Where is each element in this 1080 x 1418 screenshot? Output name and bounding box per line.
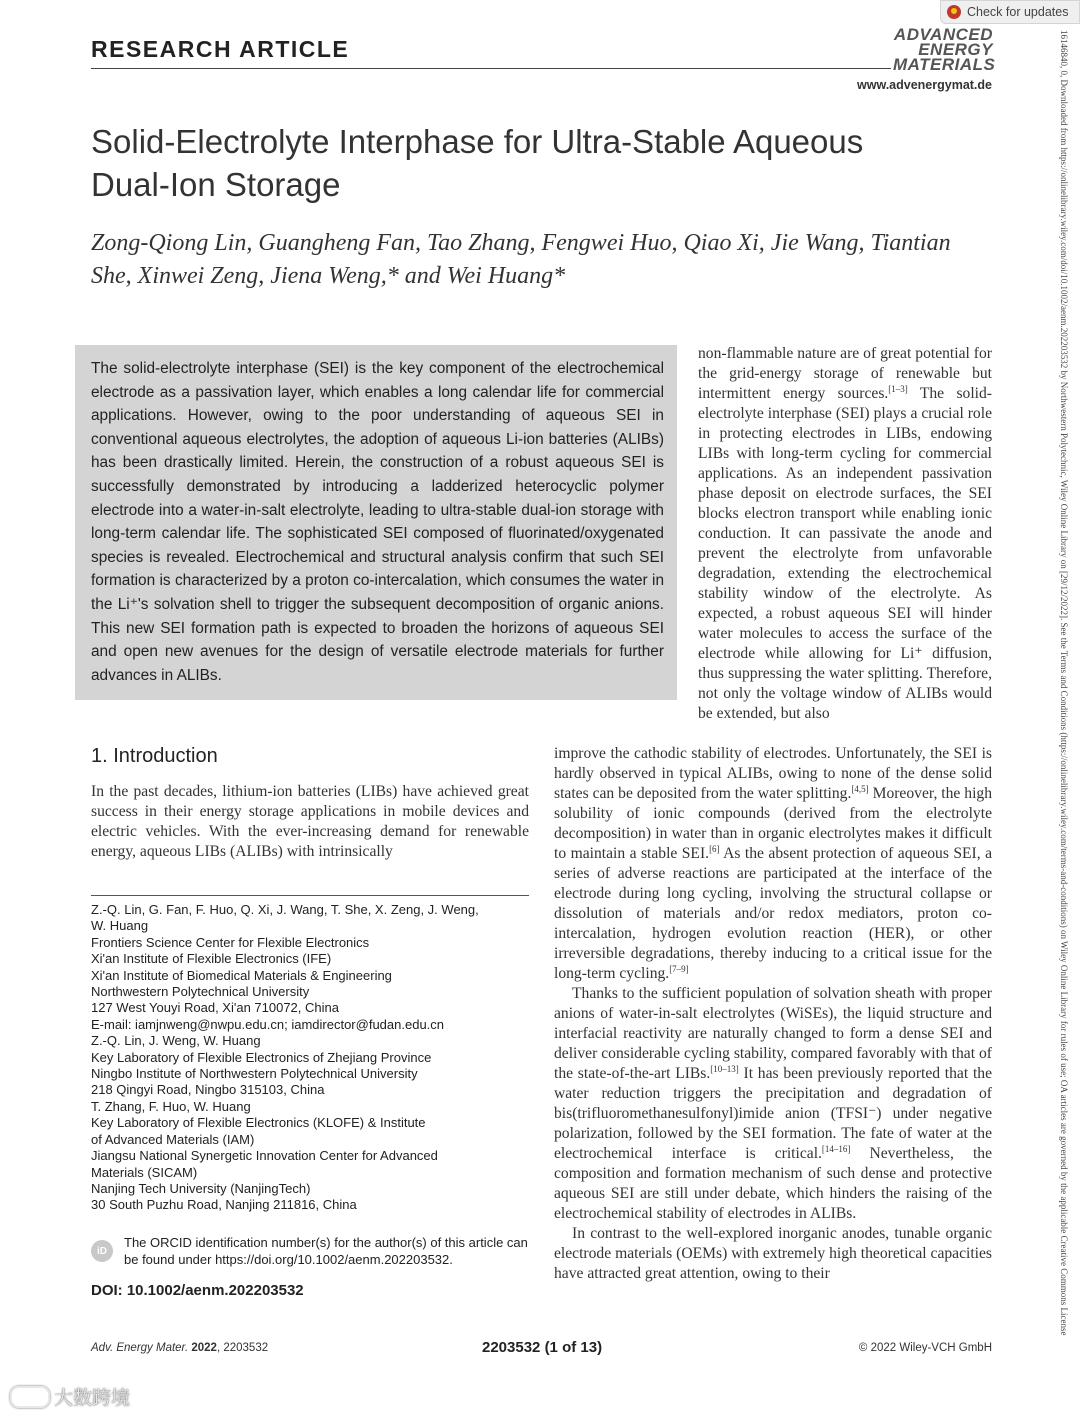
footer-journal: Adv. Energy Mater. — [91, 1342, 189, 1354]
affiliation-line: Jiangsu National Synergetic Innovation Center for Advanced — [91, 1148, 438, 1164]
author-list: Zong-Qiong Lin, Guangheng Fan, Tao Zhang, Fengwei Huo, Qiao Xi, Jie Wang, Tiantian She, Xinwei Zeng, Jiena Weng,* and Wei Huang* — [91, 230, 951, 289]
affiliation-line: Nanjing Tech University (NanjingTech) — [91, 1180, 311, 1196]
header-divider — [91, 68, 891, 69]
body-text: As the absent protection of aqueous SEI, a series of adverse reactions are participated at the interface of the electrode during long cycling, involving the structural collapse or dissolution of materials and/or redox mediators, proton co-intercalation, hydrogen evolution reaction (HER), or other irreversible degradations, thereby inducing to a critical issue for the long-term cycling. — [554, 845, 993, 982]
body-text: Thanks to the sufficient population of solvation sheath with proper anions of water-in-salt electrolytes (WiSEs), the liquid structure and interfacial reactivity are naturally changed to form a dense SEI and deliver considerable cycling stability, compared favorably with that of the state-of-the-art LIBs. — [554, 985, 992, 1082]
paragraph — [554, 984, 992, 1224]
affiliation-divider — [91, 895, 529, 896]
citation[interactable]: [4,5] — [851, 784, 869, 794]
body-column-right-bottom — [554, 744, 992, 1284]
affiliation-line: Materials (SICAM) — [91, 1164, 198, 1180]
affiliation-line: Key Laboratory of Flexible Electronics of Zhejiang Province — [91, 1049, 432, 1065]
footer-year: 2022 — [191, 1342, 217, 1354]
paragraph — [554, 1224, 992, 1284]
citation[interactable]: [6] — [709, 844, 720, 854]
citation[interactable]: [10–13] — [710, 1064, 739, 1074]
footer-citation — [91, 1342, 268, 1354]
affiliations — [91, 902, 529, 1214]
download-note: 16146840, 0, Downloaded from https://onlinelibrary.wiley.com/doi/10.1002/aenm.202203532 by Northwestern Polytechnic, Wiley Online Library on [29/12/2022]. See the Terms and Conditions (https://onlinelibrary.wiley.com/terms-and-conditions) on Wiley Online Library for rules of use; OA articles are governed by the applicable Creative Commons License — [1059, 30, 1069, 1336]
abstract-box — [75, 345, 677, 700]
citation[interactable]: [1–3] — [888, 384, 908, 394]
intro-paragraph: In the past decades, lithium-ion batteries (LIBs) have achieved great success in their energy storage applications in mobile devices and electric vehicles. With the ever-increasing demand for renewable energy, aqueous LIBs (ALIBs) with intrinsically — [91, 783, 529, 860]
body-text: Nevertheless, the composition and formation mechanism of such dense and protective aqueous SEI are still under debate, which hinders the raising of the electrochemical stability of electrodes in ALIBs. — [554, 1145, 992, 1222]
orcid-note[interactable]: The ORCID identification number(s) for the author(s) of this article can be found under https://doi.org/10.1002/aenm.202203532. — [124, 1235, 528, 1267]
page-number: 2203532 (1 of 13) — [482, 1339, 603, 1356]
check-for-updates-label: Check for updates — [967, 5, 1069, 19]
crossmark-icon — [947, 5, 961, 19]
body-text: It has been previously reported that the water reduction triggers the precipitation and degradation of bis(trifluoromethanesulfonyl)imide anion (TFSI⁻) under negative polarization, followed by the SEI formation. The fate of water at the electrochemical interface is critical. — [554, 1065, 992, 1162]
journal-logo-line: ENERGY — [918, 40, 993, 59]
abstract-text: The solid-electrolyte interphase (SEI) is the key component of the electrochemical electrode as a passivation layer, which enables a long calendar life for commercial applications. However, owing to the poor understanding of aqueous SEI in conventional aqueous electrolytes, the adoption of aqueous Li-ion batteries (ALIBs) has been drastically limited. Herein, the construction of a robust aqueous SEI is successfully demonstrated by introducing a ladderized heterocyclic polymer electrode into a water-in-salt electrolyte, leading to ultra-stable dual-ion storage with long-term calendar life. The sophisticated SEI composed of fluorinated/oxygenated species is revealed. Electrochemical and structural analysis confirm that such SEI formation is characterized by a proton co-intercalation, which consumes the water in the Li⁺'s solvation shell to trigger the subsequent decomposition of organic anions. This new SEI formation path is expected to broaden the horizons of aqueous SEI and open new avenues for the design of versatile electrode materials for further advances in ALIBs. — [91, 360, 664, 684]
affiliation-line: 218 Qingyi Road, Ningbo 315103, China — [91, 1082, 325, 1098]
affiliation-line: Key Laboratory of Flexible Electronics (KLOFE) & Institute — [91, 1115, 426, 1131]
doi-link[interactable]: DOI: 10.1002/aenm.202203532 — [91, 1282, 304, 1299]
body-text: The solid-electrolyte interphase (SEI) plays a crucial role in protecting electrodes in LIBs, endowing LIBs with long-term cycling for commercial applications. As an independent passivation phase deposit on electrode surfaces, the SEI blocks electron transport while enabling ionic conduction. It can passivate the anode and prevent the electrolyte from unfavorable degradation, extending the electrochemical stability window of the electrolyte. As expected, a robust aqueous SEI will hinder water molecules to access the surface of the electrode while allowing for Li⁺ diffusion, thus suppressing the water splitting. Therefore, not only the voltage window of ALIBs would be extended, but also — [698, 385, 992, 722]
article-title: Solid-Electrolyte Interphase for Ultra-Stable Aqueous Dual-Ion Storage — [91, 123, 864, 203]
body-column-right-top — [698, 344, 992, 724]
affiliation-line: Ningbo Institute of Northwestern Polytechnical University — [91, 1066, 418, 1082]
section-label: RESEARCH ARTICLE — [91, 36, 350, 62]
affiliation-line: Z.-Q. Lin, J. Weng, W. Huang — [91, 1033, 261, 1049]
copyright: © 2022 Wiley-VCH GmbH — [858, 1342, 992, 1354]
watermark-text: 大数跨境 — [54, 1387, 131, 1409]
affiliation-line: 30 South Puzhu Road, Nanjing 211816, China — [91, 1197, 357, 1213]
journal-logo-line: ADVANCED — [893, 25, 993, 44]
affiliation-line: Frontiers Science Center for Flexible Electronics — [91, 934, 370, 950]
body-text: In contrast to the well-explored inorganic anodes, tunable organic electrode materials (OEMs) with extremely high theoretical capacities have attracted great attention, owing to their — [554, 1225, 992, 1282]
orcid-icon[interactable]: iD — [91, 1240, 113, 1262]
journal-url-link[interactable]: www.advenergymat.de — [857, 78, 992, 92]
download-note-strip — [1055, 30, 1073, 1390]
check-for-updates-button[interactable] — [940, 0, 1080, 24]
watermark — [10, 1383, 130, 1410]
journal-logo-line: MATERIALS — [893, 55, 996, 74]
affiliation-line: of Advanced Materials (IAM) — [91, 1131, 255, 1147]
body-text: improve the cathodic stability of electrodes. Unfortunately, the SEI is hardly observed in typical ALIBs, owing to none of the dense solid states can be deposited from the water splitting. — [554, 745, 992, 802]
affiliation-line: 127 West Youyi Road, Xi'an 710072, China — [91, 1000, 339, 1016]
citation[interactable]: [14–16] — [821, 1144, 851, 1154]
citation[interactable]: [7–9] — [669, 964, 689, 974]
journal-logo — [893, 25, 996, 74]
email-line[interactable]: E-mail: iamjnweng@nwpu.edu.cn; iamdirector@fudan.edu.cn — [91, 1016, 445, 1032]
section-heading: 1. Introduction — [91, 745, 218, 767]
affiliation-line: T. Zhang, F. Huo, W. Huang — [91, 1098, 251, 1114]
affiliation-line: W. Huang — [91, 918, 149, 934]
affiliation-line: Xi'an Institute of Flexible Electronics (IFE) — [91, 951, 332, 967]
watermark-logo-icon — [10, 1386, 50, 1408]
affiliation-line: Z.-Q. Lin, G. Fan, F. Huo, Q. Xi, J. Wang, T. She, X. Zeng, J. Weng, — [91, 902, 479, 917]
paragraph — [554, 744, 992, 984]
body-text: Moreover, the high solubility of ionic compounds (derived from the electrolyte decomposition) in water than in organic electrolytes makes it difficult to maintain a stable SEI. — [554, 785, 992, 862]
footer-article-number: , 2203532 — [216, 1342, 269, 1354]
affiliation-line: Xi'an Institute of Biomedical Materials & Engineering — [91, 967, 392, 983]
body-text: non-flammable nature are of great potential for the grid-energy storage of renewable but intermittent energy sources. — [698, 345, 992, 402]
affiliation-line: Northwestern Polytechnical University — [91, 984, 310, 1000]
